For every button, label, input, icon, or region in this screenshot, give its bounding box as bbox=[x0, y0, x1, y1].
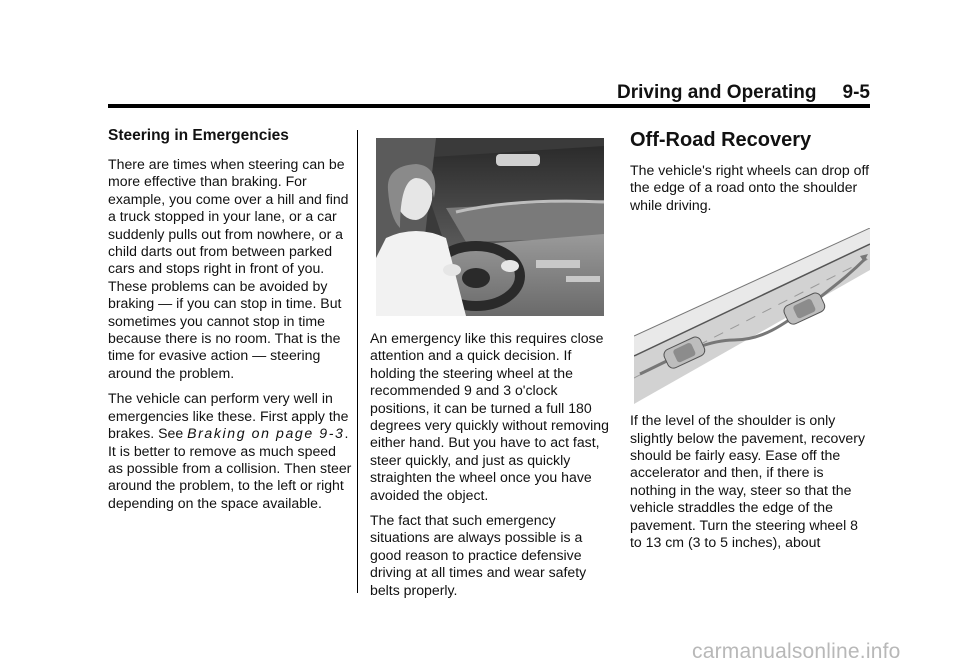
column-divider bbox=[357, 130, 358, 593]
header-rule bbox=[108, 104, 870, 108]
defensive-driving-paragraph: The fact that such emergency situations are always possible is a good reason to practice defensive driving at all times and wear safety belts properly. bbox=[370, 512, 587, 598]
page-number: 9-5 bbox=[842, 82, 870, 103]
page-header bbox=[614, 82, 870, 104]
column-1 bbox=[108, 126, 354, 520]
steering-paragraph-1: There are times when steering can be more effective than braking. For example, you come over a hill and find a truck stopped in your lane, or a car suddenly pulls out from nowhere, or a child darts out from between parked cars and stops right in front of you. These problems can be avoided by braking — if you can stop in time. But sometimes you cannot stop in time because there is no room. That is the time for evasive action — steering around the problem. bbox=[108, 156, 349, 381]
column-2 bbox=[370, 138, 610, 607]
steering-emergencies-heading: Steering in Emergencies bbox=[108, 127, 289, 144]
off-road-recovery-heading: Off-Road Recovery bbox=[630, 129, 812, 151]
column-3 bbox=[630, 128, 870, 559]
decision-paragraph: An emergency like this requires close attention and a quick decision. If holding the steering wheel at the recommended 9 and 3 o'clock positions, it can be turned a full 180 degrees very quickly without removing either hand. But you have to act fast, steer quickly, and just as quickly straighten the wheel once you have avoided the object. bbox=[370, 330, 609, 503]
driver-steering-illustration bbox=[376, 138, 604, 316]
steering-paragraph-2: The vehicle can perform very well in emergencies like these. First apply the brakes. See Braking on page 9-3. It is better to remove as much speed as possible from a collision. Then steer around the problem, to the left or right depending on the space available. bbox=[108, 390, 352, 511]
braking-xref-link[interactable]: Braking on page 9-3 bbox=[187, 425, 345, 442]
off-road-recovery-illustration bbox=[634, 228, 870, 404]
off-road-paragraph-1: The vehicle's right wheels can drop off the edge of a road onto the shoulder while driving. bbox=[630, 162, 870, 213]
section-title: Driving and Operating bbox=[617, 82, 817, 103]
watermark: carmanualsonline.info bbox=[692, 640, 901, 663]
off-road-paragraph-2: If the level of the shoulder is only slightly below the pavement, recovery should be fairly easy. Ease off the accelerator and then, if there is nothing in the way, steer so that the vehicle straddles the edge of the pavement. Turn the steering wheel 8 to 13 cm (3 to 5 inches), about bbox=[630, 412, 866, 551]
